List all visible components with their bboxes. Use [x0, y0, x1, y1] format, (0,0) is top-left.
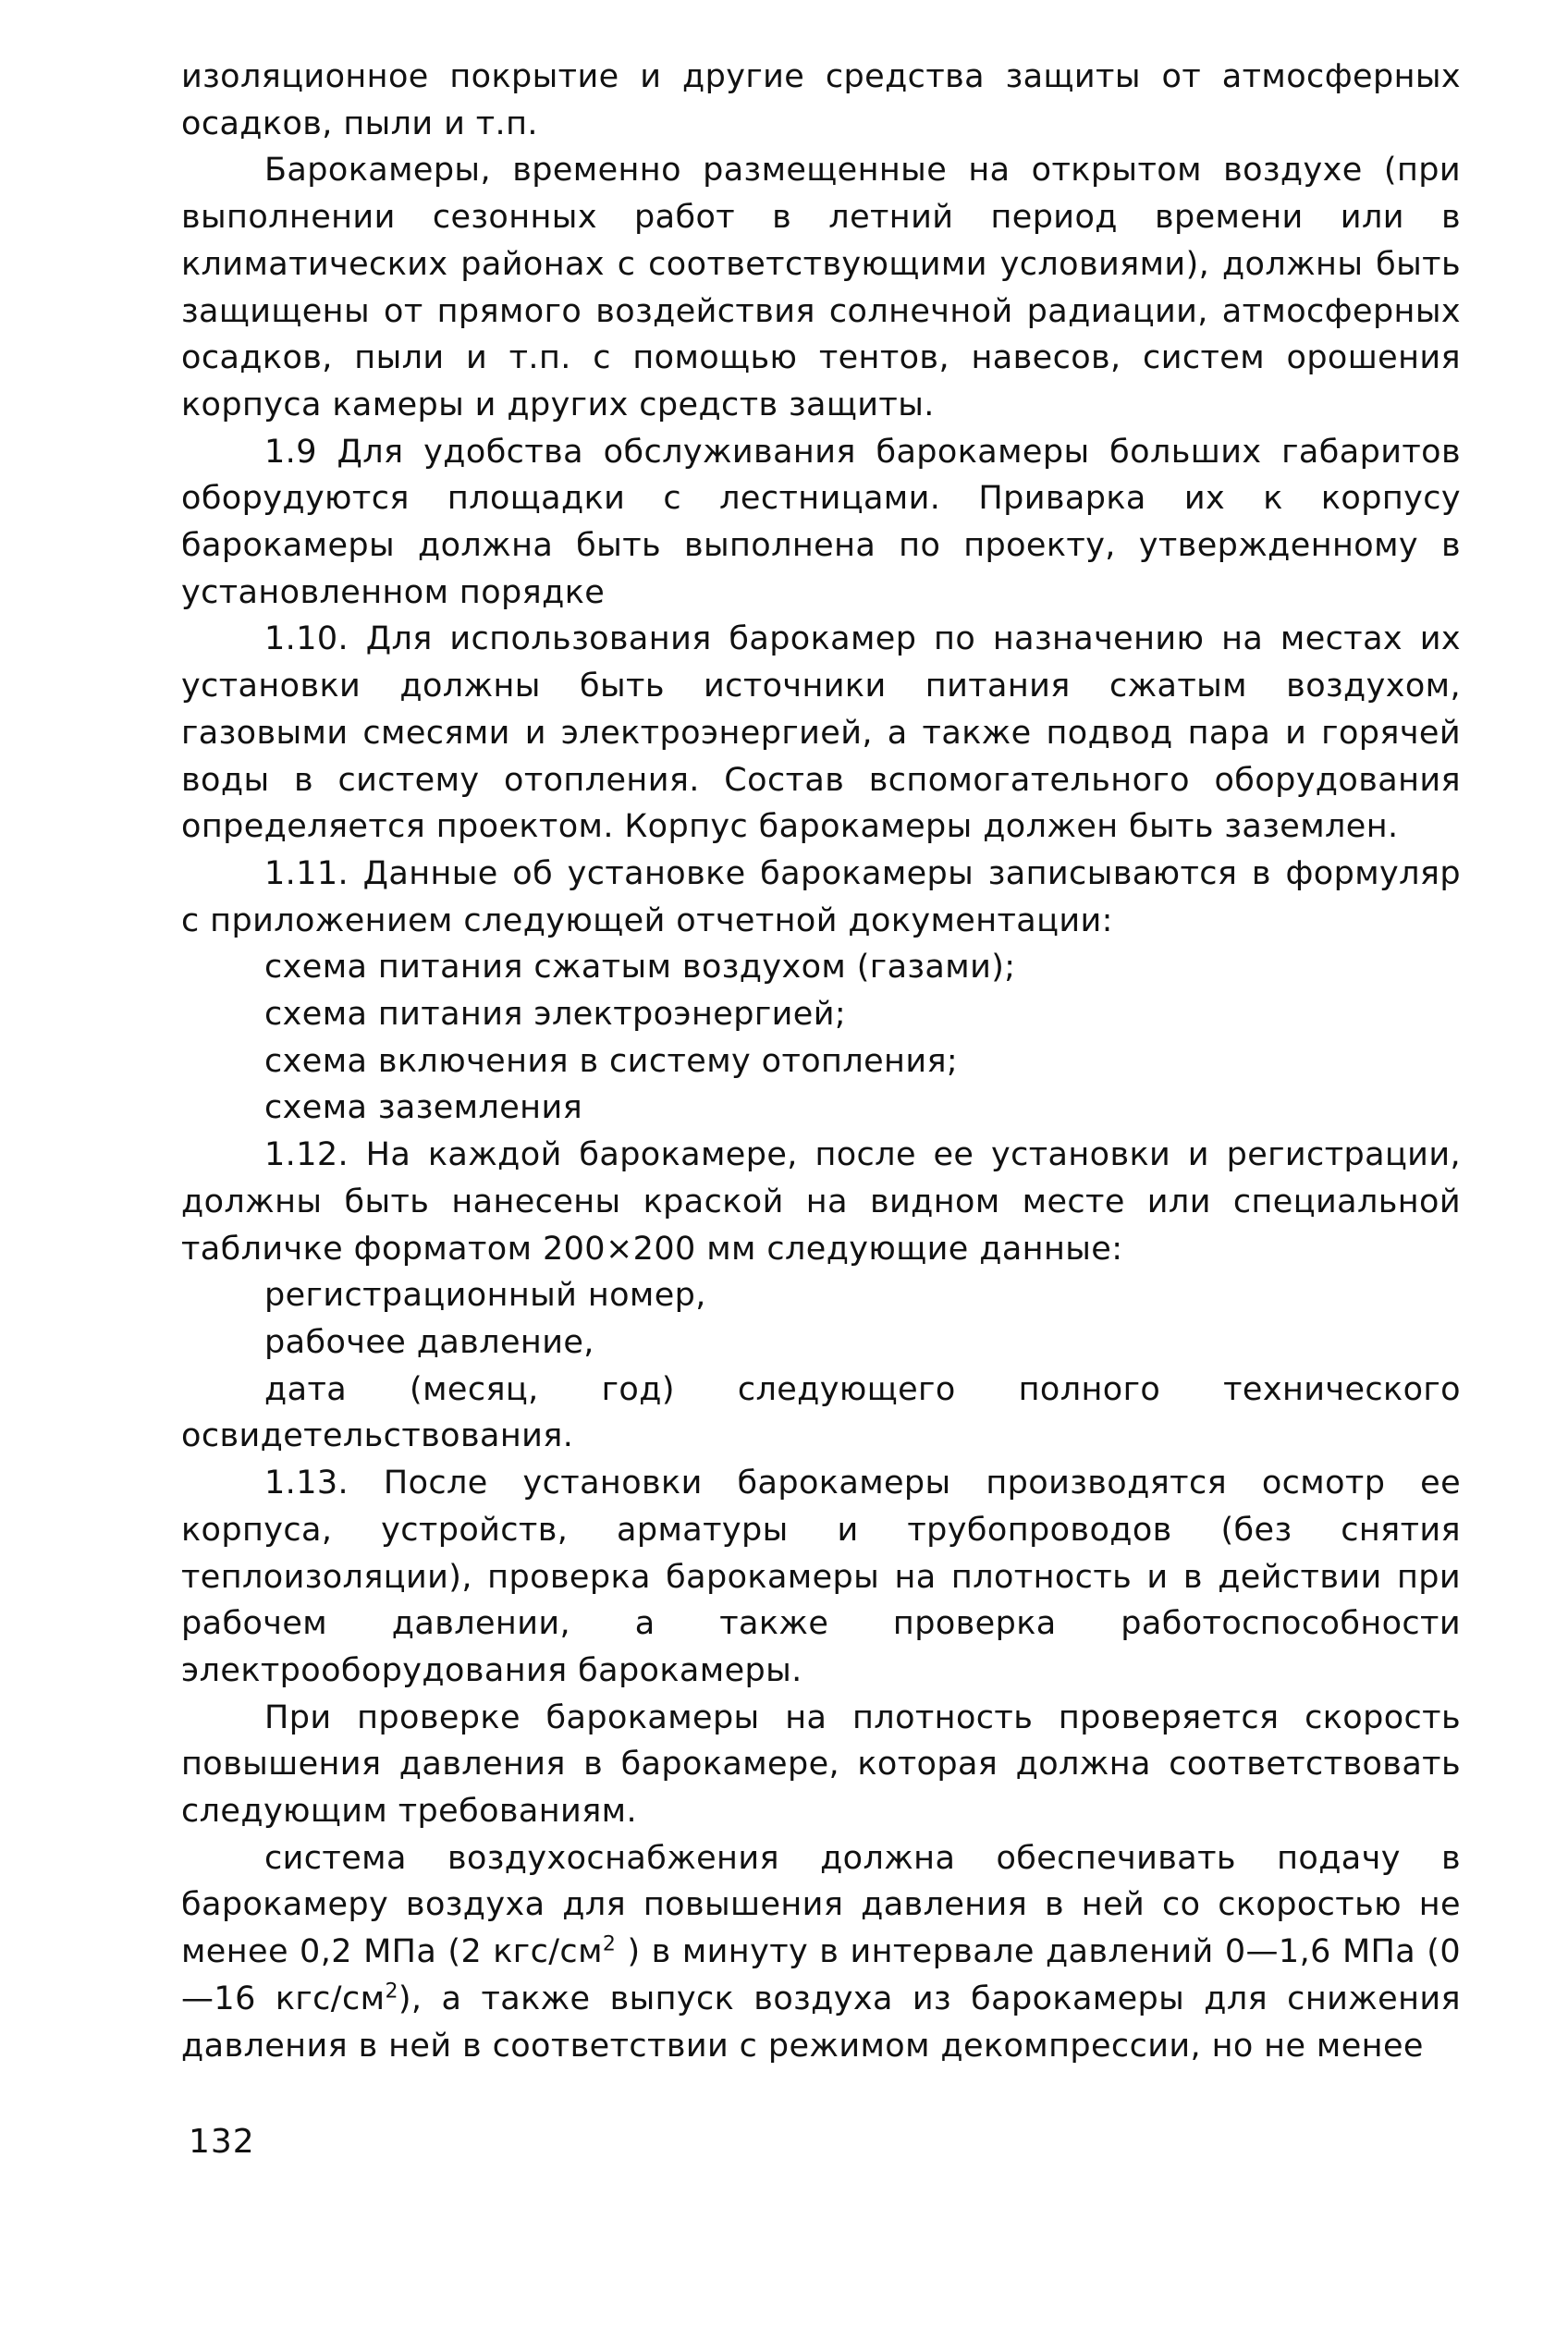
list-item: рабочее давление, — [264, 1323, 594, 1361]
text-run: ), а также выпуск воздуха из барокамеры для снижения давления в ней в соответствии с режимом декомпрессии, но не менее — [181, 1980, 1461, 2065]
list-item: схема включения в систему отопления; — [264, 1042, 959, 1080]
superscript: 2 — [385, 1980, 398, 2004]
text-run: ) в минуту в интервале давлений 0—1,6 МПа (0—16 кгс/см — [181, 1933, 1461, 2017]
page-number: 132 — [189, 2123, 255, 2161]
paragraph-1-11: 1.11. Данные об установке барокамеры записываются в формуляр с приложением следующей отчетной документации: — [181, 854, 1461, 939]
paragraph-intro: изоляционное покрытие и другие средства защиты от атмосферных осадков, пыли и т.п. — [181, 58, 1461, 142]
list-item: схема питания электроэнергией; — [264, 996, 847, 1034]
paragraph-1-10: 1.10. Для использования барокамер по назначению на местах их установки должны быть источники питания сжатым воздухом, газовыми смесями и электроэнергией, а также подвод пара и горячей воды в систему отопления. Состав вспомогательного оборудования определяется проектом. Корпус барокамеры должен быть заземлен. — [181, 620, 1461, 846]
paragraph-1-12: 1.12. На каждой барокамере, после ее установки и регистрации, должны быть нанесены краской на видном месте или специальной табличке форматом 200×200 мм следующие данные: — [181, 1136, 1461, 1268]
list-item: схема питания сжатым воздухом (газами); — [264, 949, 1016, 987]
superscript: 2 — [602, 1932, 617, 1956]
list-item: схема заземления — [264, 1089, 583, 1127]
paragraph-1-9: 1.9 Для удобства обслуживания барокамеры больших габаритов оборудуются площадки с лестницами. Приварка их к корпусу барокамеры должна быть выполнена по проекту, утвержденному в установленном порядке — [181, 433, 1461, 611]
paragraph-density-check: При проверке барокамеры на плотность проверяется скорость повышения давления в барокамере, которая должна соответствовать следующим требованиям. — [181, 1698, 1461, 1831]
list-item: дата (месяц, год) следующего полного технического освидетельствования. — [181, 1370, 1461, 1455]
paragraph-1-13: 1.13. После установки барокамеры производятся осмотр ее корпуса, устройств, арматуры и трубопроводов (без снятия теплоизоляции), проверка барокамеры на плотность и в действии при рабочем давлении, а также проверка работоспособности электрооборудования барокамеры. — [181, 1465, 1461, 1689]
text-run: система воздухоснабжения должна обеспечивать подачу в барокамеру воздуха для повышения давления в ней со скоростью не менее 0,2 МПа (2 кгс/см — [181, 1839, 1461, 1971]
document-page — [181, 54, 1461, 2069]
paragraph-barochambers-outdoor: Барокамеры, временно размещенные на открытом воздухе (при выполнении сезонных работ в летний период времени или в климатических районах с соответствующими условиями), должны быть защищены от прямого воздействия солнечной радиации, атмосферных осадков, пыли и т.п. с помощью тентов, навесов, систем орошения корпуса камеры и других средств защиты. — [181, 152, 1461, 423]
list-item: регистрационный номер, — [264, 1277, 706, 1315]
paragraph-air-supply-system — [181, 1835, 1461, 2070]
